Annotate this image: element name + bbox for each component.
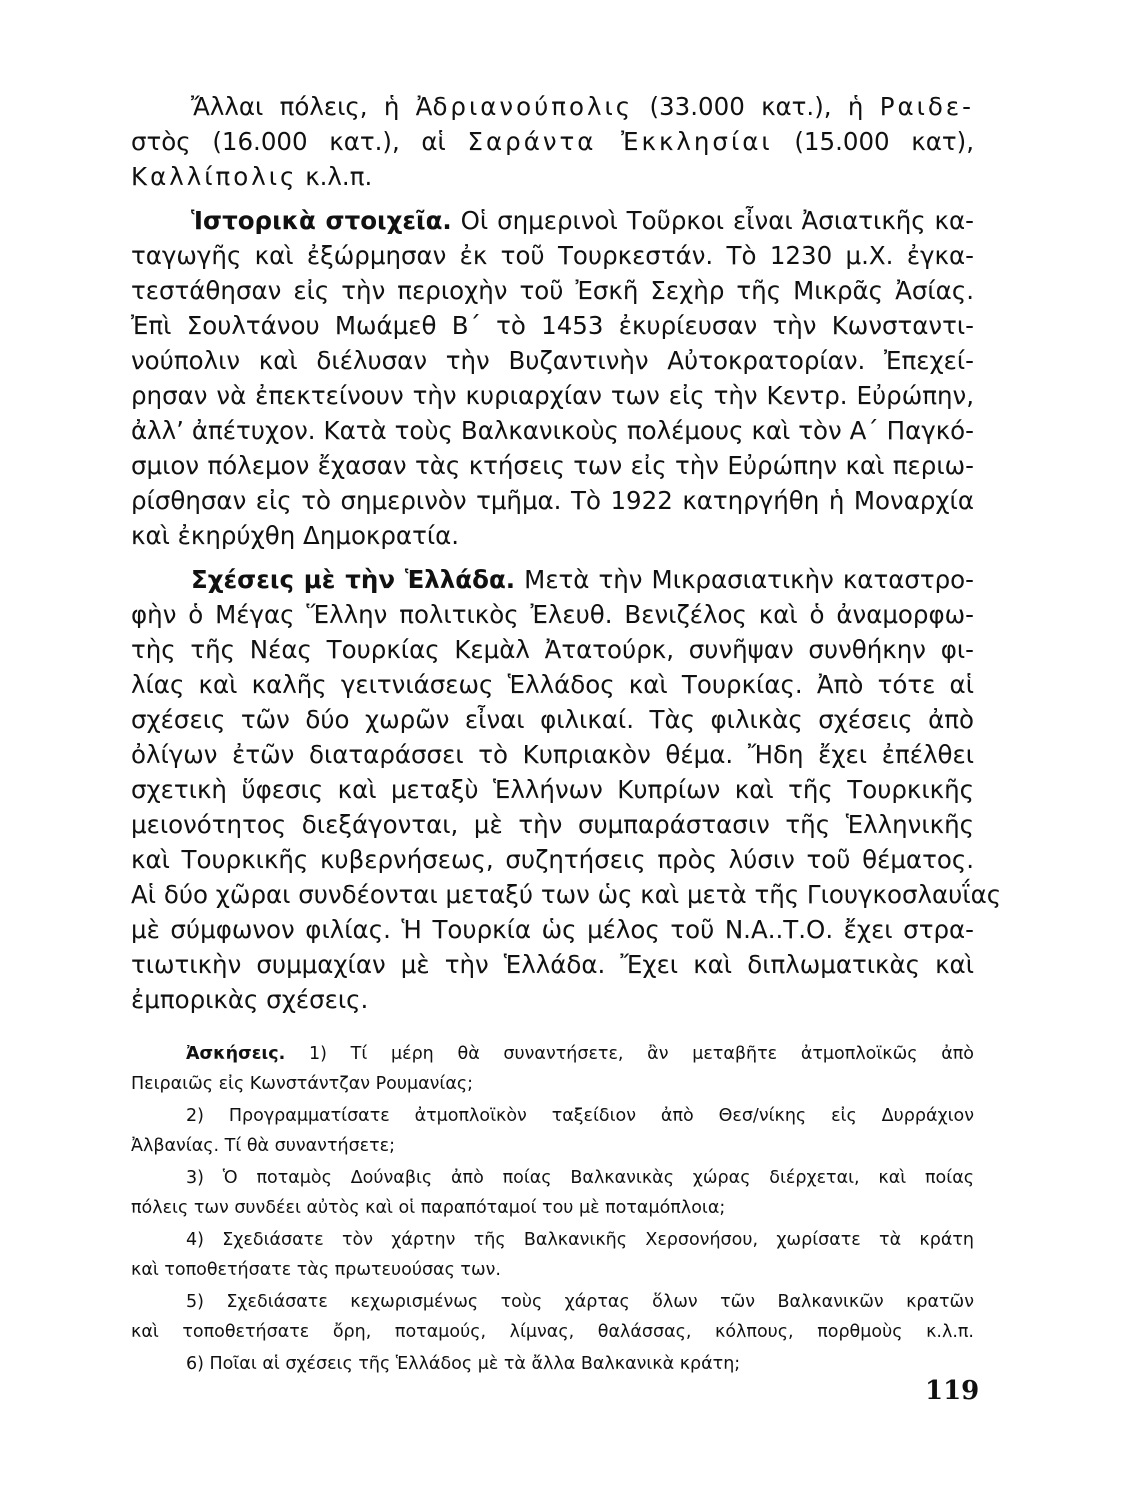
para2-line8: σμιον πόλεμον ἔχασαν τὰς κτήσεις των εἰς τὴν Εὐρώπην καὶ περιω-	[131, 451, 974, 480]
para2-line6: ρησαν νὰ ἐπεκτείνουν τὴν κυριαρχίαν των εἰς τὴν Κεντρ. Εὐρώπην,	[131, 381, 974, 410]
para3-line13: ἐμπορικὰς σχέσεις.	[131, 985, 369, 1014]
para2-line4: Ἐπὶ Σουλτάνου Μωάμεθ Β΄ τὸ 1453 ἐκυρίευσαν τὴν Κωνσταντι-	[131, 311, 974, 340]
city-adrianoupolis: δριανούπολις	[432, 92, 634, 121]
para2-line3: τεστάθησαν εἰς τὴν περιοχὴν τοῦ Ἐσκῆ Σεχὴρ τῆς Μικρᾶς Ἀσίας.	[131, 276, 974, 305]
page-number: 119	[925, 1376, 980, 1406]
para3-line2: φὴν ὁ Μέγας Ἕλλην πολιτικὸς Ἐλευθ. Βενιζέλος καὶ ὁ ἀναμορφω-	[131, 600, 974, 629]
exercise-4-line1: 4) Σχεδιάσατε τὸν χάρτην τῆς Βαλκανικῆς Χερσονήσου, χωρίσατε τὰ κράτη	[186, 1230, 974, 1250]
section-heading-exercises: Ἀσκήσεις.	[186, 1044, 286, 1064]
exercise-1-line2: Πειραιῶς εἰς Κωνστάντζαν Ρουμανίας;	[131, 1074, 474, 1094]
exercise-3-line1: 3) Ὁ ποταμὸς Δούναβις ἀπὸ ποίας Βαλκανικὰς χώρας διέρχεται, καὶ ποίας	[186, 1168, 974, 1188]
exercise-2-line1: 2) Προγραμματίσατε ἀτμοπλοϊκὸν ταξείδιον ἀπὸ Θεσ/νίκης εἰς Δυρράχιον	[186, 1106, 974, 1126]
exercise-5-line1: 5) Σχεδιάσατε κεχωρισμένως τοὺς χάρτας ὅλων τῶν Βαλκανικῶν κρατῶν	[186, 1292, 974, 1312]
exercise-5-line2: καὶ τοποθετήσατε ὄρη, ποταμούς, λίμνας, θαλάσσας, κόλπους, πορθμοὺς κ.λ.π.	[131, 1322, 974, 1342]
para3-line1: Σχέσεις μὲ τὴν Ἑλλάδα. Μετὰ τὴν Μικρασιατικὴν καταστρο-	[191, 565, 975, 594]
para3-line6: ὀλίγων ἐτῶν διαταράσσει τὸ Κυπριακὸν θέμα. Ἤδη ἔχει ἐπέλθει	[131, 740, 974, 769]
para2-line2: ταγωγῆς καὶ ἐξώρμησαν ἐκ τοῦ Τουρκεστάν. Τὸ 1230 μ.Χ. ἐγκα-	[131, 241, 974, 270]
para2-line7: ἀλλ’ ἀπέτυχον. Κατὰ τοὺς Βαλκανικοὺς πολέμους καὶ τὸν Α΄ Παγκό-	[131, 416, 974, 445]
para3-line8: μειονότητος διεξάγονται, μὲ τὴν συμπαράστασιν τῆς Ἑλληνικῆς	[131, 810, 974, 839]
section-heading-relations: Σχέσεις μὲ τὴν Ἑλλάδα.	[191, 565, 516, 594]
exercise-2-line2: Ἀλβανίας. Τί θὰ συναντήσετε;	[131, 1136, 396, 1156]
para3-line9: καὶ Τουρκικῆς κυβερνήσεως, συζητήσεις πρὸς λύσιν τοῦ θέματος.	[131, 845, 974, 874]
para2-line1: Ἱστορικὰ στοιχεῖα. Οἱ σημερινοὶ Τοῦρκοι εἶναι Ἀσιατικῆς κα-	[191, 206, 974, 235]
section-heading-history: Ἱστορικὰ στοιχεῖα.	[191, 206, 452, 235]
exercise-4-line2: καὶ τοποθετήσατε τὰς πρωτευούσας των.	[131, 1260, 501, 1280]
para3-line5: σχέσεις τῶν δύο χωρῶν εἶναι φιλικαί. Τὰς φιλικὰς σχέσεις ἀπὸ	[131, 705, 974, 734]
para3-line12: τιωτικὴν συμμαχίαν μὲ τὴν Ἑλλάδα. Ἔχει καὶ διπλωματικὰς καὶ	[131, 950, 974, 979]
para2-line9: ρίσθησαν εἰς τὸ σημερινὸν τμῆμα. Τὸ 1922 κατηργήθη ἡ Μοναρχία	[131, 486, 974, 515]
para3-line7: σχετικὴ ὕφεσις καὶ μεταξὺ Ἑλλήνων Κυπρίων καὶ τῆς Τουρκικῆς	[131, 775, 974, 804]
exercise-1-line1: Ἀσκήσεις. 1) Τί μέρη θὰ συναντήσετε, ἂν μεταβῆτε ἀτμοπλοϊκῶς ἀπὸ	[186, 1044, 974, 1064]
para3-line4: λίας καὶ καλῆς γειτνιάσεως Ἑλλάδος καὶ Τουρκίας. Ἀπὸ τότε αἱ	[131, 670, 974, 699]
exercise-6: 6) Ποῖαι αἱ σχέσεις τῆς Ἑλλάδος μὲ τὰ ἄλλα Βαλκανικὰ κράτη;	[186, 1354, 741, 1374]
para1-line1: Ἄλλαι πόλεις, ἡ Ἀδριανούπολις (33.000 κατ.), ἡ Ραιδε-	[191, 92, 975, 121]
para1-line3: Καλλίπολις κ.λ.π.	[131, 162, 373, 191]
para3-line11: μὲ σύμφωνον φιλίας. Ἡ Τουρκία ὡς μέλος τοῦ Ν.Α..Τ.Ο. ἔχει στρα-	[131, 915, 974, 944]
para3-line3: τὴς τῆς Νέας Τουρκίας Κεμὰλ Ἀτατούρκ, συνῆψαν συνθήκην φι-	[131, 635, 974, 664]
city-kallipolis: Καλλίπολις	[131, 162, 298, 191]
para1-line2: στὸς (16.000 κατ.), αἱ Σαράντα Ἐκκλησίαι (15.000 κατ),	[131, 127, 974, 156]
city-raidestos: Ραιδε-	[879, 92, 975, 121]
city-saranta-ekklisiai: Σαράντα Ἐκκλησίαι	[467, 127, 773, 156]
para2-line5: νούπολιν καὶ διέλυσαν τὴν Βυζαντινὴν Αὐτοκρατορίαν. Ἐπεχεί-	[131, 346, 974, 375]
exercise-3-line2: πόλεις των συνδέει αὐτὸς καὶ οἱ παραπόταμοί του μὲ ποταμόπλοια;	[131, 1198, 726, 1218]
para2-line10: καὶ ἐκηρύχθη Δημοκρατία.	[131, 521, 460, 550]
para3-line10: Αἱ δύο χῶραι συνδέονται μεταξύ των ὡς καὶ μετὰ τῆς Γιουγκοσλαυΐας	[131, 880, 1002, 909]
